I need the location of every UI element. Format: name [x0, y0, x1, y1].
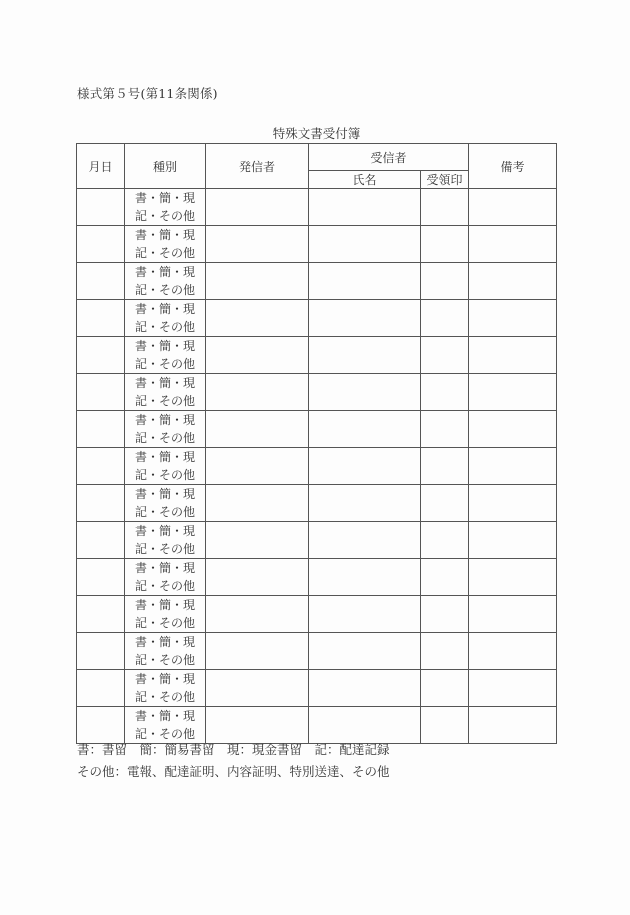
recipient-name-cell[interactable]	[309, 559, 421, 596]
date-cell[interactable]	[77, 596, 125, 633]
remarks-cell[interactable]	[469, 448, 557, 485]
date-cell[interactable]	[77, 448, 125, 485]
date-cell[interactable]	[77, 633, 125, 670]
recipient-name-cell[interactable]	[309, 374, 421, 411]
recipient-name-cell[interactable]	[309, 300, 421, 337]
sender-cell[interactable]	[206, 448, 309, 485]
type-options-line-2: 記・その他	[134, 579, 195, 593]
sender-cell[interactable]	[206, 707, 309, 744]
date-cell[interactable]	[77, 226, 125, 263]
table-row	[77, 670, 557, 707]
recipient-name-cell[interactable]	[309, 485, 421, 522]
date-cell[interactable]	[77, 485, 125, 522]
type-options-line-1: 書・簡・現	[134, 598, 195, 612]
sender-cell[interactable]	[206, 263, 309, 300]
type-cell[interactable]	[125, 707, 206, 744]
sender-cell[interactable]	[206, 485, 309, 522]
receipt-seal-cell[interactable]	[421, 670, 469, 707]
form-number: 様式第５号(第11条関係)	[77, 86, 218, 101]
type-cell[interactable]	[125, 226, 206, 263]
remarks-cell[interactable]	[469, 670, 557, 707]
remarks-cell[interactable]	[469, 226, 557, 263]
type-cell[interactable]	[125, 633, 206, 670]
sender-cell[interactable]	[206, 670, 309, 707]
type-cell[interactable]	[125, 670, 206, 707]
receipt-seal-cell[interactable]	[421, 448, 469, 485]
sender-cell[interactable]	[206, 300, 309, 337]
type-options-line-1: 書・簡・現	[134, 561, 195, 575]
type-cell[interactable]	[125, 411, 206, 448]
table-row	[77, 263, 557, 300]
remarks-cell[interactable]	[469, 189, 557, 226]
type-options-line-2: 記・その他	[134, 616, 195, 630]
receipt-seal-cell[interactable]	[421, 374, 469, 411]
table-row	[77, 485, 557, 522]
receipt-seal-cell[interactable]	[421, 411, 469, 448]
sender-cell[interactable]	[206, 189, 309, 226]
remarks-cell[interactable]	[469, 337, 557, 374]
receipt-seal-cell[interactable]	[421, 189, 469, 226]
sender-cell[interactable]	[206, 374, 309, 411]
receipt-seal-cell[interactable]	[421, 226, 469, 263]
special-document-ledger-table	[76, 143, 557, 744]
remarks-cell[interactable]	[469, 559, 557, 596]
sender-cell[interactable]	[206, 596, 309, 633]
table-row	[77, 596, 557, 633]
type-options-line-2: 記・その他	[134, 505, 195, 519]
recipient-name-cell[interactable]	[309, 189, 421, 226]
remarks-cell[interactable]	[469, 522, 557, 559]
receipt-seal-cell[interactable]	[421, 337, 469, 374]
type-cell[interactable]	[125, 596, 206, 633]
date-cell[interactable]	[77, 411, 125, 448]
header-recipient: 受信者	[309, 144, 469, 171]
table-row	[77, 411, 557, 448]
recipient-name-cell[interactable]	[309, 226, 421, 263]
table-row	[77, 633, 557, 670]
date-cell[interactable]	[77, 374, 125, 411]
date-cell[interactable]	[77, 263, 125, 300]
title-text: 特殊文書受付簿	[272, 126, 361, 141]
date-cell[interactable]	[77, 337, 125, 374]
table-row	[77, 707, 557, 744]
type-options-line-1: 書・簡・現	[134, 265, 195, 279]
header-remarks: 備考	[469, 144, 557, 189]
remarks-cell[interactable]	[469, 374, 557, 411]
receipt-seal-cell[interactable]	[421, 559, 469, 596]
remarks-cell[interactable]	[469, 633, 557, 670]
type-cell[interactable]	[125, 263, 206, 300]
receipt-seal-cell[interactable]	[421, 633, 469, 670]
type-options-line-1: 書・簡・現	[134, 709, 195, 723]
type-options-line-1: 書・簡・現	[134, 413, 195, 427]
remarks-cell[interactable]	[469, 300, 557, 337]
table-row	[77, 522, 557, 559]
recipient-name-cell[interactable]	[309, 596, 421, 633]
date-cell[interactable]	[77, 707, 125, 744]
type-options-line-1: 書・簡・現	[134, 376, 195, 390]
type-options-line-1: 書・簡・現	[134, 339, 195, 353]
receipt-seal-cell[interactable]	[421, 707, 469, 744]
type-cell[interactable]	[125, 300, 206, 337]
sender-cell[interactable]	[206, 559, 309, 596]
date-cell[interactable]	[77, 522, 125, 559]
type-options-line-1: 書・簡・現	[134, 487, 195, 501]
header-type: 種別	[125, 144, 206, 189]
type-options-line-2: 記・その他	[134, 283, 195, 297]
type-cell[interactable]	[125, 559, 206, 596]
receipt-seal-cell[interactable]	[421, 485, 469, 522]
type-options-line-1: 書・簡・現	[134, 524, 195, 538]
recipient-name-cell[interactable]	[309, 670, 421, 707]
type-options-line-1: 書・簡・現	[134, 672, 195, 686]
date-cell[interactable]	[77, 189, 125, 226]
type-options-line-2: 記・その他	[134, 246, 195, 260]
document-title	[0, 124, 630, 142]
recipient-name-cell[interactable]	[309, 337, 421, 374]
receipt-seal-cell[interactable]	[421, 300, 469, 337]
recipient-name-cell[interactable]	[309, 522, 421, 559]
legend-line-2: その他：電報、配達証明、内容証明、特別送達、その他	[77, 764, 390, 779]
type-cell[interactable]	[125, 485, 206, 522]
table-row	[77, 226, 557, 263]
type-cell[interactable]	[125, 189, 206, 226]
receipt-seal-cell[interactable]	[421, 522, 469, 559]
sender-cell[interactable]	[206, 633, 309, 670]
type-options-line-1: 書・簡・現	[134, 635, 195, 649]
type-options-line-2: 記・その他	[134, 727, 195, 741]
date-cell[interactable]	[77, 670, 125, 707]
type-options-line-1: 書・簡・現	[134, 191, 195, 205]
type-options-line-1: 書・簡・現	[134, 450, 195, 464]
table-row	[77, 448, 557, 485]
recipient-name-cell[interactable]	[309, 411, 421, 448]
type-cell[interactable]	[125, 337, 206, 374]
recipient-name-cell[interactable]	[309, 263, 421, 300]
date-cell[interactable]	[77, 559, 125, 596]
legend-line-1: 書：書留 簡：簡易書留 現：現金書留 記：配達記録	[77, 742, 390, 757]
header-sender: 発信者	[206, 144, 309, 189]
recipient-name-cell[interactable]	[309, 707, 421, 744]
receipt-seal-cell[interactable]	[421, 263, 469, 300]
remarks-cell[interactable]	[469, 411, 557, 448]
header-recipient-name: 氏名	[309, 171, 421, 189]
receipt-seal-cell[interactable]	[421, 596, 469, 633]
sender-cell[interactable]	[206, 226, 309, 263]
table-row	[77, 559, 557, 596]
type-options-line-2: 記・その他	[134, 542, 195, 556]
type-options-line-2: 記・その他	[134, 320, 195, 334]
type-options-line-2: 記・その他	[134, 431, 195, 445]
recipient-name-cell[interactable]	[309, 633, 421, 670]
remarks-cell[interactable]	[469, 263, 557, 300]
header-date: 月日	[77, 144, 125, 189]
date-cell[interactable]	[77, 300, 125, 337]
type-options-line-1: 書・簡・現	[134, 228, 195, 242]
table-row	[77, 374, 557, 411]
sender-cell[interactable]	[206, 522, 309, 559]
type-options-line-2: 記・その他	[134, 690, 195, 704]
table-row	[77, 300, 557, 337]
type-options-line-2: 記・その他	[134, 653, 195, 667]
table-row	[77, 189, 557, 226]
type-options-line-2: 記・その他	[134, 468, 195, 482]
sender-cell[interactable]	[206, 337, 309, 374]
type-options-line-2: 記・その他	[134, 209, 195, 223]
type-cell[interactable]	[125, 522, 206, 559]
type-options-line-2: 記・その他	[134, 357, 195, 371]
sender-cell[interactable]	[206, 411, 309, 448]
type-cell[interactable]	[125, 448, 206, 485]
legend-notes	[77, 739, 390, 783]
table-row	[77, 337, 557, 374]
type-options-line-2: 記・その他	[134, 394, 195, 408]
type-cell[interactable]	[125, 374, 206, 411]
header-receipt-seal: 受領印	[421, 171, 469, 189]
remarks-cell[interactable]	[469, 485, 557, 522]
remarks-cell[interactable]	[469, 707, 557, 744]
remarks-cell[interactable]	[469, 596, 557, 633]
type-options-line-1: 書・簡・現	[134, 302, 195, 316]
recipient-name-cell[interactable]	[309, 448, 421, 485]
